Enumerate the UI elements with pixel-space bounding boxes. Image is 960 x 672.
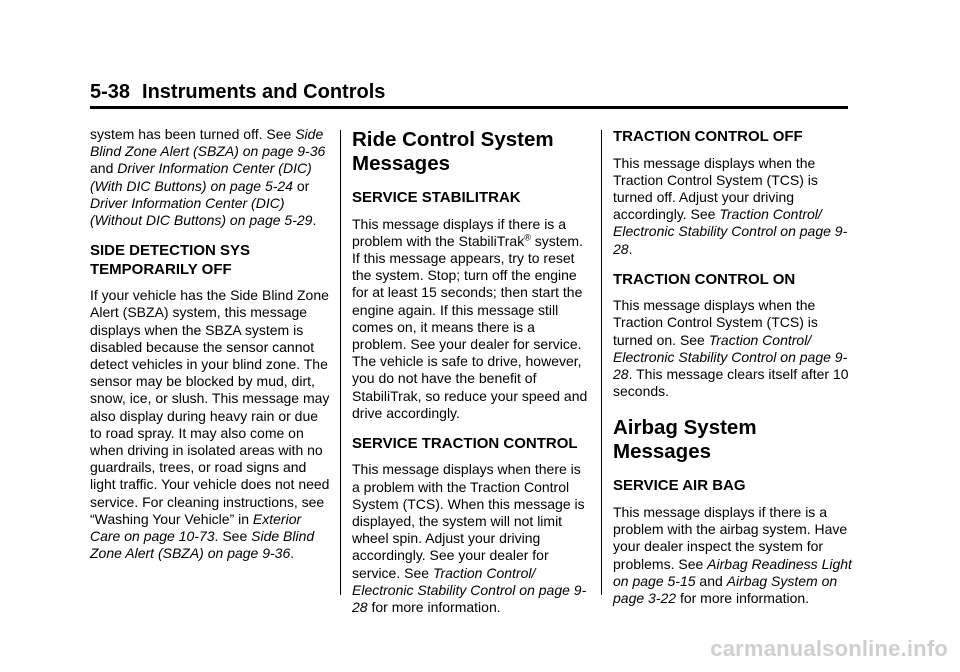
column-divider-2	[601, 130, 602, 595]
xref-exterior-care[interactable]: Exterior Care on page 10-73	[90, 510, 302, 545]
heading-service-air-bag: SERVICE AIR BAG	[613, 477, 746, 495]
heading-service-stabilitrak: SERVICE STABILITRAK	[352, 189, 521, 206]
text: .	[312, 212, 317, 229]
xref-sbza[interactable]: Side Blind Zone Alert (SBZA) on page 9-36	[90, 528, 315, 562]
xref-airbag-readiness-light[interactable]: Airbag Readiness Light on page 5-15	[613, 555, 852, 589]
section-title-ride-control: Ride Control System Messages	[352, 128, 554, 175]
page-number: 5-38	[90, 81, 131, 103]
xref-dic-with-buttons[interactable]: Driver Information Center (DIC) (With DIC Buttons) on page 5-24	[90, 160, 312, 194]
xref-sbza[interactable]: Side Blind Zone Alert (SBZA) on page 9-36	[90, 126, 326, 160]
text: for more information.	[367, 599, 501, 616]
text: This message displays if there is a problem with the StabiliTrak	[352, 215, 566, 249]
heading-traction-control-on: TRACTION CONTROL ON	[613, 270, 796, 288]
text: for more information.	[676, 589, 810, 606]
heading-service-traction-control: SERVICE TRACTION CONTROL	[352, 434, 578, 452]
watermark: carmanualsonline.info	[710, 636, 948, 661]
text: or	[292, 177, 310, 194]
text: This message displays when the Traction Control System (TCS) is turned on. See	[613, 297, 818, 348]
chapter-title: Instruments and Controls	[142, 81, 386, 103]
xref-dic-without-buttons[interactable]: Driver Information Center (DIC) (Without DIC Buttons) on page 5-29	[90, 194, 313, 229]
text: system. If this message appears, try to reset the system. Stop; turn off the engine for at least 15 seconds; then start the engine again. If this message still comes on, it means there is a problem. See your dealer for service. The vehicle is safe to drive, however, you do not have the benefit of StabiliTrak, so reduce your speed and drive accordingly.	[352, 232, 588, 421]
text: .	[628, 240, 633, 257]
text: This message displays when the Traction Control System (TCS) is turned off. Adjust your driving accordingly. See	[613, 154, 818, 223]
text: and	[90, 160, 118, 177]
paragraph-sbza-continued	[90, 126, 330, 229]
column-2	[352, 126, 592, 627]
column-divider-1	[340, 130, 341, 595]
paragraph-service-air-bag	[613, 504, 853, 607]
text: This message displays when there is a problem with the Traction Control System (TCS). When this message is displayed, the system will not limit wheel spin. Adjust your driving accordingly. See your dealer for service. See	[352, 461, 585, 581]
text: .	[290, 545, 295, 562]
header-text	[90, 80, 848, 104]
xref-airbag-system[interactable]: Airbag System on page 3-22	[613, 572, 838, 606]
xref-traction-control[interactable]: Traction Control/ Electronic Stability Control on page 9-28	[613, 206, 848, 257]
column-3	[613, 126, 853, 618]
text: This message displays if there is a problem with the airbag system. Have your dealer inspect the system for problems. See	[613, 503, 848, 572]
xref-traction-control[interactable]: Traction Control/ Electronic Stability Control on page 9-28	[613, 331, 848, 383]
xref-traction-control[interactable]: Traction Control/ Electronic Stability Control on page 9-28	[352, 564, 587, 616]
paragraph-service-stabilitrak	[352, 216, 592, 422]
text: . See	[214, 528, 252, 545]
paragraph-service-traction-control	[352, 461, 592, 616]
paragraph-traction-control-off	[613, 155, 853, 258]
page-header	[90, 80, 848, 109]
heading-traction-control-off: TRACTION CONTROL OFF	[613, 128, 803, 145]
paragraph-traction-control-on	[613, 297, 853, 400]
text: . This message clears itself after 10 seconds.	[613, 366, 849, 400]
registered-mark: ®	[524, 232, 531, 243]
text: If your vehicle has the Side Blind Zone Alert (SBZA) system, this message displays when the SBZA system is disabled because the sensor cannot detect vehicles in your blind zone. The sensor may be blocked by mud, dirt, snow, ice, or slush. This message may also display during heavy rain or due to road spray. It may also come on when driving in isolated areas with no guardrails, trees, or road signs and light traffic. Your vehicle does not need service. For cleaning instructions, see “Washing Your Vehicle” in	[90, 287, 330, 527]
section-title-airbag: Airbag System Messages	[613, 416, 757, 464]
paragraph-side-detection-off	[90, 287, 330, 562]
text: system has been turned off. See	[90, 126, 296, 142]
text: and	[695, 572, 727, 589]
heading-side-detection-off: SIDE DETECTION SYS TEMPORARILY OFF	[90, 242, 251, 278]
column-1	[90, 126, 330, 573]
